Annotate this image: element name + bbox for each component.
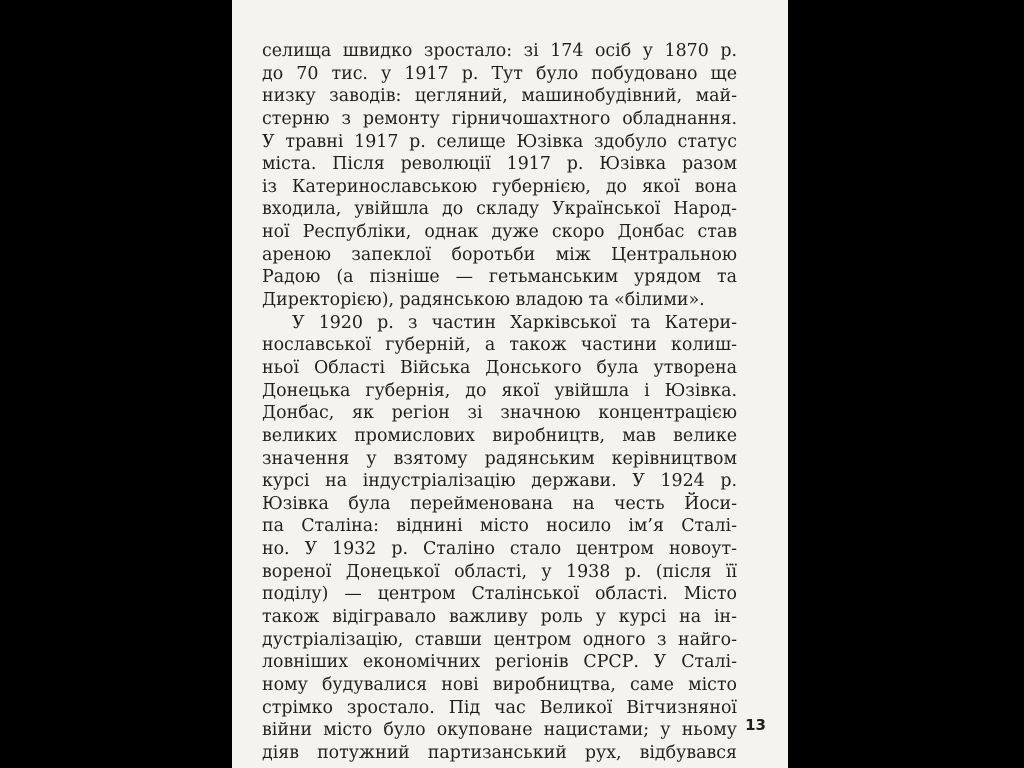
text-line: поділу) — центром Сталінської області. Місто xyxy=(262,584,737,605)
text-line: Радою (а пізніше — гетьманським урядом та xyxy=(262,267,737,288)
text-line: вореної Донецької області, у 1938 р. (після її xyxy=(262,561,737,582)
text-line: війни місто було окуповане нацистами; у ньому xyxy=(262,720,737,741)
text-line: міста. Після революції 1917 р. Юзівка разом xyxy=(262,154,737,175)
text-line: ареною запеклої боротьби між Центральною xyxy=(262,244,737,265)
text-line: також відігравало важливу роль у курсі на ін- xyxy=(262,607,737,628)
text-line: Директорією), радянською владою та «білими». xyxy=(262,290,705,311)
text-line: ної Республіки, однак дуже скоро Донбас став xyxy=(262,222,737,243)
text-line: дустріалізацію, ставши центром одного з найго- xyxy=(262,629,737,650)
document-page xyxy=(232,0,788,768)
text-line: па Сталіна: віднині місто носило ім’я Сталі- xyxy=(262,516,737,537)
text-line: ному будувалися нові виробництва, саме місто xyxy=(262,674,737,695)
text-line: Донецька губернія, до якої увійшла і Юзівка. xyxy=(262,380,737,401)
text-line: У травні 1917 р. селище Юзівка здобуло статус xyxy=(262,131,737,152)
text-line: но. У 1932 р. Сталіно стало центром новоут- xyxy=(262,539,737,560)
text-line: діяв потужний партизанський рух, відбувався xyxy=(262,742,737,763)
paragraph-1 xyxy=(262,40,737,312)
text-line: Донбас, як регіон зі значною концентрацією xyxy=(262,403,737,424)
text-line: Юзівка була перейменована на честь Йоси- xyxy=(262,493,737,514)
text-line: селища швидко зростало: зі 174 осіб у 1870 р. xyxy=(262,41,737,61)
text-line: із Катеринославською губернією, до якої вона xyxy=(262,176,737,197)
text-line: курсі на індустріалізацію держави. У 1924 р. xyxy=(262,471,737,492)
text-line: ньої Області Війська Донського була утворена xyxy=(262,357,737,378)
body-text xyxy=(262,40,737,765)
text-line: нославської губерній, а також частини колиш- xyxy=(262,335,737,356)
text-line: великих промислових виробництв, мав велике xyxy=(262,425,737,446)
text-line: стерню з ремонту гірничошахтного обладнання. xyxy=(262,108,737,129)
text-line: У 1920 р. з частин Харківської та Катери- xyxy=(292,312,737,333)
text-line: ловніших економічних регіонів СРСР. У Сталі- xyxy=(262,652,737,673)
text-line: значення у взятому радянським керівництвом xyxy=(262,448,737,469)
text-line: низку заводів: цегляний, машинобудівний, май- xyxy=(262,86,737,107)
page-number: 13 xyxy=(745,716,766,734)
paragraph-2 xyxy=(262,312,737,765)
text-line: до 70 тис. у 1917 р. Тут було побудовано ще xyxy=(262,63,737,84)
text-line: входила, увійшла до складу Української Народ- xyxy=(262,199,737,220)
text-line: стрімко зростало. Під час Великої Вітчизняної xyxy=(262,697,737,718)
